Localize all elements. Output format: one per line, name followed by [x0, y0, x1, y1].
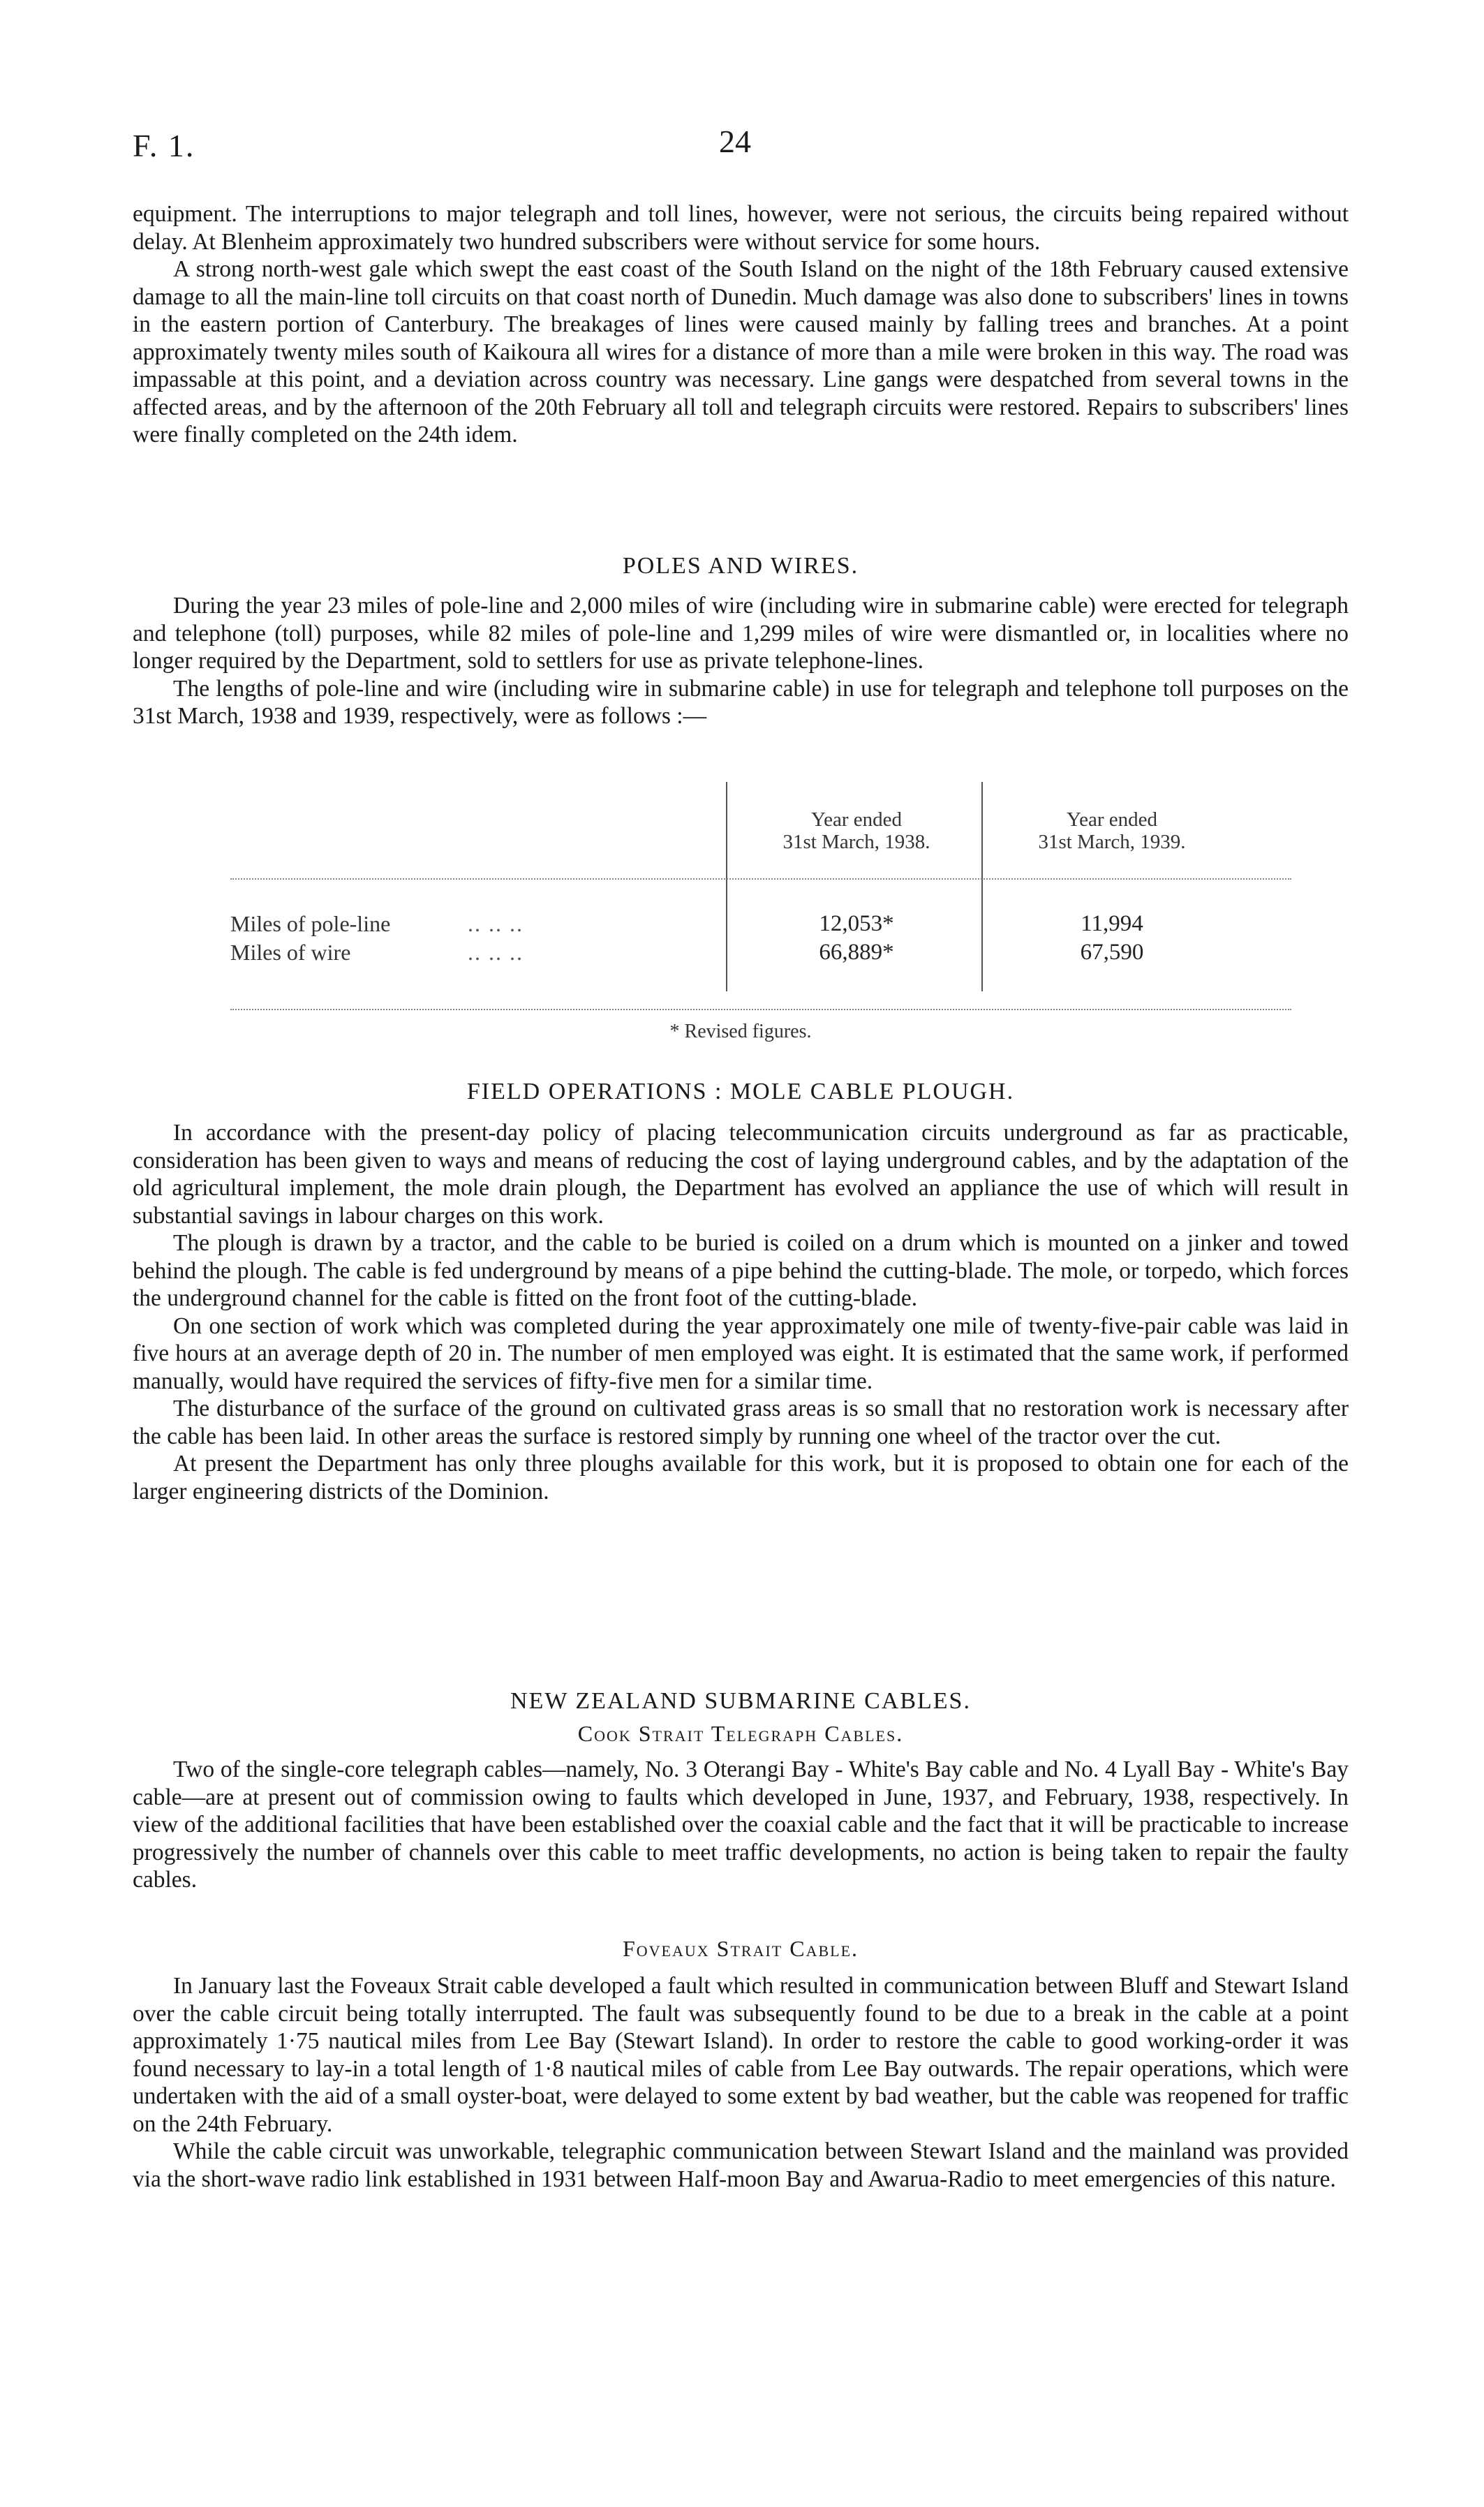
paragraph-poles-lengths: The lengths of pole-line and wire (including wire in submarine cable) in use for telegraph and telephone toll purposes on the 31st March, 1938 and 1939, respectively, were as follows :— [133, 675, 1349, 729]
column-header-1938-line1: Year ended [811, 808, 902, 831]
heading-foveaux-strait: Foveaux Strait Cable. [622, 1936, 859, 1961]
intro-section [133, 200, 1349, 449]
pole-wire-table [133, 782, 1349, 1012]
table-divider-2 [981, 782, 983, 991]
paragraph-poles-erected: During the year 23 miles of pole-line and 2,000 miles of wire (including wire in submarine cable) were erected for telegraph and telephone (toll) purposes, while 82 miles of pole-line and 1,299 miles of wire were dismantled or, in localities where no longer required by the Department, sold to settlers for use as private telephone-lines. [133, 593, 1349, 674]
heading-poles-and-wires: POLES AND WIRES. [622, 553, 859, 579]
paragraph-gale: A strong north-west gale which swept the east coast of the South Island on the night of the 18th February caused extensive damage to all the main-line toll circuits on that coast north of Dunedin. Much damage was also done to subscribers' lines in towns in the eastern portion of Canterbury. The breakages of lines were caused mainly by falling trees and branches. At a point approximately twenty miles south of Kaikoura all wires for a distance of more than a mile were broken in this way. The road was impassable at this point, and a deviation across country was necessary. Line gangs were despatched from several towns in the affected areas, and by the afternoon of the 20th February all toll and telegraph circuits were restored. Repairs to subscribers' lines were finally completed on the 24th idem. [133, 256, 1349, 448]
page-number: 24 [719, 124, 751, 159]
paragraph-section-work: On one section of work which was completed during the year approximately one mile of twenty-five-pair cable was laid in five hours at an average depth of 20 in. The number of men employed was eight. It is estimated that the same work, if performed manually, would have required the services of fifty-five men for a similar time. [133, 1312, 1349, 1394]
page-reference: F. 1. [133, 128, 195, 163]
row-label-pole-line: Miles of pole-line [230, 911, 391, 936]
heading-field-operations: FIELD OPERATIONS : MOLE CABLE PLOUGH. [466, 1079, 1015, 1104]
paragraph-disturbance: The disturbance of the surface of the ground on cultivated grass areas is so small that no restoration work is necessary after the cable has been laid. In other areas the surface is restored simply by running one wheel of the tractor over the cut. [133, 1396, 1349, 1449]
row-label-wire: Miles of wire [230, 940, 351, 965]
foveaux-strait-section [133, 1972, 1349, 2193]
column-header-1939 [990, 808, 1234, 853]
value-wire-1938: 66,889* [819, 940, 894, 965]
table-rule-bottom [230, 1009, 1291, 1010]
field-section [133, 1119, 1349, 1505]
column-header-1938 [734, 808, 979, 853]
cook-strait-section [133, 1756, 1349, 1894]
heading-submarine-cables: NEW ZEALAND SUBMARINE CABLES. [510, 1688, 971, 1714]
paragraph-equipment: equipment. The interruptions to major telegraph and toll lines, however, were not serious, the circuits being repaired without delay. At Blenheim approximately two hundred subscribers were without service for some hours. [133, 201, 1349, 255]
row-leader-pole-line: .. .. .. [468, 911, 524, 936]
row-leader-wire: .. .. .. [468, 940, 524, 965]
table-divider-1 [726, 782, 727, 991]
paragraph-foveaux-radio: While the cable circuit was unworkable, telegraphic communication between Stewart Island and the mainland was provided via the short-wave radio link established in 1931 between Half-moon Bay and Awarua-Radio to meet emergencies of this nature. [133, 2138, 1349, 2192]
value-pole-line-1939: 11,994 [1081, 911, 1143, 936]
value-wire-1939: 67,590 [1080, 940, 1144, 965]
column-header-1939-line2: 31st March, 1939. [1038, 831, 1186, 853]
paragraph-foveaux-fault: In January last the Foveaux Strait cable developed a fault which resulted in communication between Bluff and Stewart Island over the cable circuit being totally interrupted. The fault was subsequently found to be due to a break in the cable at a point approximately 1·75 nautical miles from Lee Bay (Stewart Island). In order to restore the cable to good working-order it was found necessary to lay-in a total length of 1·8 nautical miles of cable from Lee Bay outwards. The repair operations, which were undertaken with the aid of a small oyster-boat, were delayed to some extent by bad weather, but the cable was reopened for traffic on the 24th February. [133, 1973, 1349, 2137]
paragraph-plough-tractor: The plough is drawn by a tractor, and the cable to be buried is coiled on a drum which is mounted on a jinker and towed behind the plough. The cable is fed underground by means of a pipe behind the cutting-blade. The mole, or torpedo, which forces the underground channel for the cable is fitted on the front foot of the cutting-blade. [133, 1230, 1349, 1311]
column-header-1938-line2: 31st March, 1938. [782, 831, 930, 853]
paragraph-mole-plough: In accordance with the present-day policy of placing telecommunication circuits underground as far as practicable, consideration has been given to ways and means of reducing the cost of laying underground cables, and by the adaptation of the old agricultural implement, the mole drain plough, the Department has evolved an appliance the use of which will result in substantial savings in labour charges on this work. [133, 1120, 1349, 1229]
column-header-1939-line1: Year ended [1067, 808, 1157, 831]
table-footnote: * Revised figures. [669, 1021, 812, 1042]
table-rule-top [230, 878, 1291, 880]
paragraph-ploughs-available: At present the Department has only three ploughs available for this work, but it is proposed to obtain one for each of the larger engineering districts of the Dominion. [133, 1451, 1349, 1504]
heading-cook-strait: Cook Strait Telegraph Cables. [577, 1721, 904, 1746]
value-pole-line-1938: 12,053* [819, 911, 894, 936]
poles-section [133, 592, 1349, 730]
paragraph-cook-strait: Two of the single-core telegraph cables—namely, No. 3 Oterangi Bay - White's Bay cable and No. 4 Lyall Bay - White's Bay cable—are at present out of commission owing to faults which developed in June, 1937, and February, 1938, respectively. In view of the additional facilities that have been established over the coaxial cable and the fact that it will be practicable to increase progressively the number of channels over this cable to meet traffic developments, no action is being taken to repair the faulty cables. [133, 1757, 1349, 1893]
